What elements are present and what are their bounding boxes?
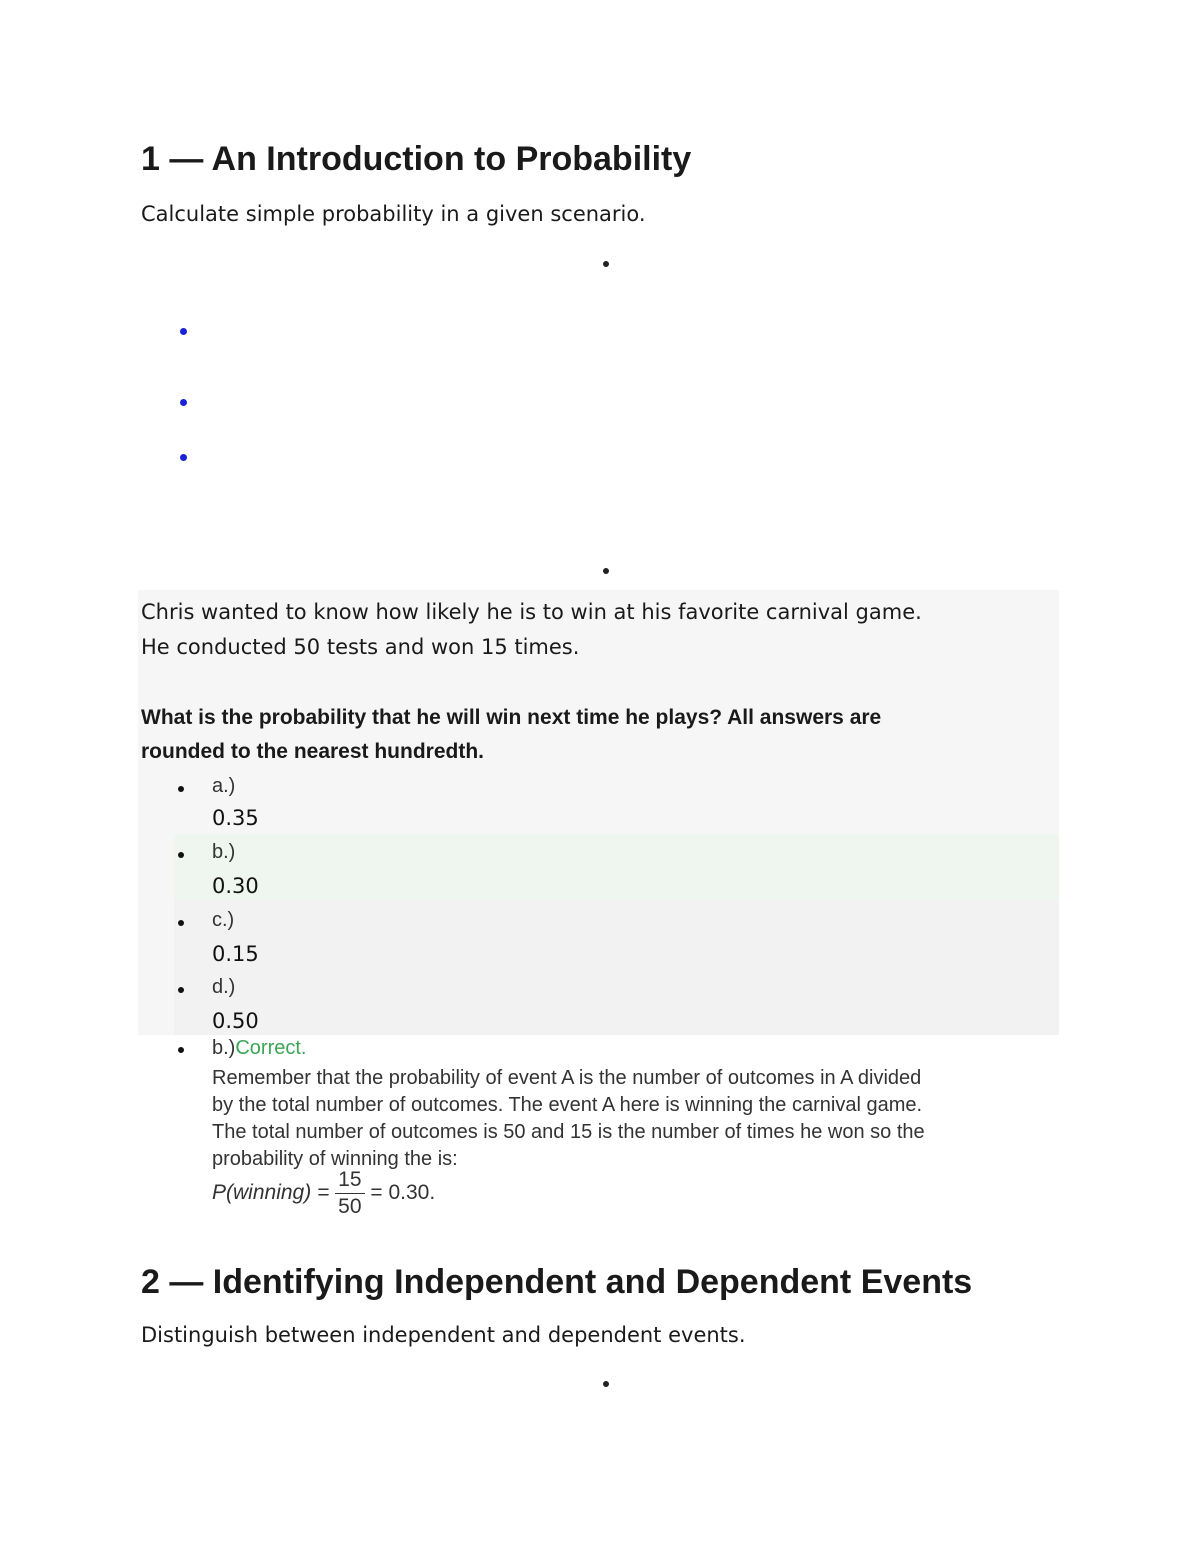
question-prompt-line1: What is the probability that he will win next time he plays? All answers are bbox=[141, 706, 882, 729]
probability-formula bbox=[212, 1167, 435, 1220]
bullet-dot bbox=[603, 568, 609, 574]
option-bullet bbox=[178, 920, 184, 926]
question-prompt-line2: rounded to the nearest hundredth. bbox=[141, 740, 485, 763]
option-letter: c.) bbox=[212, 909, 235, 931]
option-value: 0.15 bbox=[212, 942, 259, 966]
option-letter: b.) bbox=[212, 841, 236, 863]
formula-lhs: P(winning) = bbox=[212, 1181, 330, 1205]
answer-bullet bbox=[178, 1047, 184, 1053]
formula-fraction bbox=[335, 1167, 364, 1220]
explanation-line: by the total number of outcomes. The event A here is winning the carnival game. bbox=[212, 1094, 923, 1116]
explanation-line: Remember that the probability of event A is the number of outcomes in A divided bbox=[212, 1067, 922, 1089]
option-bullet bbox=[178, 786, 184, 792]
formula-numerator: 15 bbox=[335, 1167, 364, 1194]
answer-line bbox=[212, 1037, 306, 1060]
explanation-line: probability of winning the is: bbox=[212, 1148, 458, 1170]
blue-bullet-dot bbox=[180, 454, 187, 461]
bullet-dot bbox=[603, 261, 609, 267]
blue-bullet-dot bbox=[180, 328, 187, 335]
blue-bullet-dot bbox=[180, 399, 187, 406]
option-value: 0.35 bbox=[212, 806, 259, 830]
explanation-line: The total number of outcomes is 50 and 15 is the number of times he won so the bbox=[212, 1121, 925, 1143]
formula-denominator: 50 bbox=[338, 1195, 362, 1218]
explanation bbox=[212, 1065, 925, 1173]
option-letter: d.) bbox=[212, 976, 236, 998]
option-d[interactable] bbox=[174, 973, 1059, 1035]
answer-letter: b.) bbox=[212, 1037, 236, 1059]
formula-rhs: = 0.30. bbox=[370, 1181, 436, 1205]
question-text-line2: He conducted 50 tests and won 15 times. bbox=[141, 635, 580, 659]
section-2-subtitle: Distinguish between independent and dependent events. bbox=[141, 1323, 746, 1347]
option-letter: a.) bbox=[212, 775, 236, 797]
bullet-dot bbox=[603, 1381, 609, 1387]
option-c[interactable] bbox=[174, 906, 1059, 970]
option-value: 0.50 bbox=[212, 1009, 259, 1033]
section-1-title: 1 — An Introduction to Probability bbox=[141, 140, 692, 178]
option-a[interactable] bbox=[174, 770, 1059, 834]
option-b[interactable] bbox=[174, 838, 1059, 902]
answer-status: Correct. bbox=[235, 1037, 307, 1059]
section-2-title: 2 — Identifying Independent and Dependent Events bbox=[141, 1263, 973, 1301]
option-value: 0.30 bbox=[212, 874, 259, 898]
option-bullet bbox=[178, 987, 184, 993]
option-bullet bbox=[178, 852, 184, 858]
question-text-line1: Chris wanted to know how likely he is to win at his favorite carnival game. bbox=[141, 600, 922, 624]
section-1-subtitle: Calculate simple probability in a given scenario. bbox=[141, 202, 646, 226]
